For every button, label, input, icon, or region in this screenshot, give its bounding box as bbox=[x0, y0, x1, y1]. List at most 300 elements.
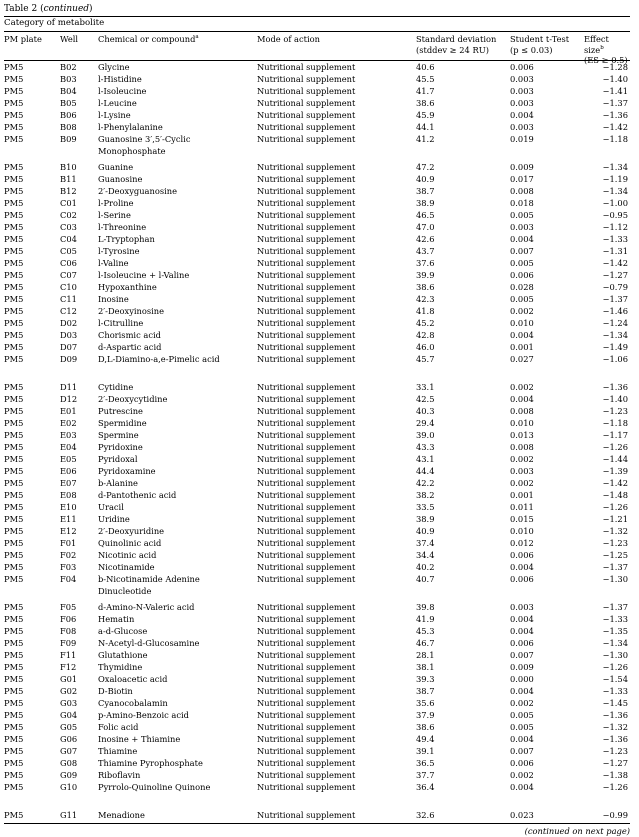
header-sd-line2: (stddev ≥ 24 RU) bbox=[416, 44, 489, 55]
table-row bbox=[4, 221, 630, 233]
cell-ttest: 0.017 bbox=[510, 174, 534, 184]
header-sd bbox=[416, 34, 496, 55]
table-row bbox=[4, 133, 630, 157]
cell-effect-size: −1.37 bbox=[602, 602, 628, 612]
cell-ttest: 0.004 bbox=[510, 562, 534, 572]
cell-plate: PM5 bbox=[4, 330, 24, 340]
cell-plate: PM5 bbox=[4, 746, 24, 756]
cell-mode: Nutritional supplement bbox=[257, 318, 356, 328]
cell-mode: Nutritional supplement bbox=[257, 758, 356, 768]
cell-well: E03 bbox=[60, 430, 77, 440]
cell-ttest: 0.008 bbox=[510, 442, 534, 452]
cell-chemical: Menadione bbox=[98, 810, 145, 820]
cell-plate: PM5 bbox=[4, 466, 24, 476]
cell-ttest: 0.003 bbox=[510, 74, 534, 84]
cell-plate: PM5 bbox=[4, 134, 24, 144]
cell-effect-size: −1.00 bbox=[602, 198, 628, 208]
cell-plate: PM5 bbox=[4, 406, 24, 416]
cell-ttest: 0.015 bbox=[510, 514, 534, 524]
cell-chemical: Folic acid bbox=[98, 722, 139, 732]
cell-effect-size: −1.32 bbox=[602, 526, 628, 536]
table-row bbox=[4, 625, 630, 637]
cell-stddev: 40.7 bbox=[416, 574, 435, 584]
cell-plate: PM5 bbox=[4, 550, 24, 560]
cell-effect-size: −0.95 bbox=[602, 210, 628, 220]
cell-mode: Nutritional supplement bbox=[257, 442, 356, 452]
cell-effect-size: −1.27 bbox=[602, 270, 628, 280]
table-row bbox=[4, 477, 630, 489]
caption-prefix: Table 2 ( bbox=[4, 4, 44, 14]
cell-plate: PM5 bbox=[4, 306, 24, 316]
cell-ttest: 0.007 bbox=[510, 650, 534, 660]
cell-ttest: 0.004 bbox=[510, 394, 534, 404]
cell-chemical: Guanosine bbox=[98, 174, 143, 184]
table-row bbox=[4, 489, 630, 501]
cell-stddev: 40.6 bbox=[416, 62, 435, 72]
cell-chemical: Nicotinic acid bbox=[98, 550, 157, 560]
cell-plate: PM5 bbox=[4, 574, 24, 584]
cell-chemical: l-Isoleucine + l-Valine bbox=[98, 270, 190, 280]
cell-mode: Nutritional supplement bbox=[257, 330, 356, 340]
cell-effect-size: −1.34 bbox=[602, 186, 628, 196]
cell-stddev: 38.7 bbox=[416, 186, 435, 196]
cell-chemical: Inosine + Thiamine bbox=[98, 734, 181, 744]
table-row bbox=[4, 721, 630, 733]
cell-stddev: 36.4 bbox=[416, 782, 435, 792]
cell-stddev: 38.6 bbox=[416, 722, 435, 732]
cell-effect-size: −1.18 bbox=[602, 134, 628, 144]
table-row bbox=[4, 637, 630, 649]
cell-stddev: 46.5 bbox=[416, 210, 435, 220]
cell-chemical: Guanosine 3′,5′-Cyclic Monophosphate bbox=[98, 134, 191, 156]
cell-stddev: 33.5 bbox=[416, 502, 435, 512]
cell-chemical: l-Valine bbox=[98, 258, 129, 268]
cell-plate: PM5 bbox=[4, 650, 24, 660]
cell-well: G04 bbox=[60, 710, 78, 720]
cell-plate: PM5 bbox=[4, 686, 24, 696]
cell-well: B03 bbox=[60, 74, 77, 84]
cell-plate: PM5 bbox=[4, 122, 24, 132]
cell-ttest: 0.006 bbox=[510, 758, 534, 768]
cell-effect-size: −1.28 bbox=[602, 62, 628, 72]
cell-mode: Nutritional supplement bbox=[257, 98, 356, 108]
cell-well: F06 bbox=[60, 614, 77, 624]
table-row bbox=[4, 197, 630, 209]
cell-well: B12 bbox=[60, 186, 77, 196]
cell-well: E07 bbox=[60, 478, 77, 488]
cell-mode: Nutritional supplement bbox=[257, 686, 356, 696]
cell-mode: Nutritional supplement bbox=[257, 454, 356, 464]
cell-ttest: 0.007 bbox=[510, 746, 534, 756]
cell-stddev: 43.1 bbox=[416, 454, 435, 464]
cell-chemical: Nicotinamide bbox=[98, 562, 155, 572]
cell-well: G02 bbox=[60, 686, 78, 696]
cell-well: C01 bbox=[60, 198, 77, 208]
cell-mode: Nutritional supplement bbox=[257, 602, 356, 612]
table-row bbox=[4, 573, 630, 597]
cell-effect-size: −1.48 bbox=[602, 490, 628, 500]
table-row bbox=[4, 293, 630, 305]
cell-stddev: 47.2 bbox=[416, 162, 435, 172]
cell-chemical: Guanine bbox=[98, 162, 134, 172]
cell-mode: Nutritional supplement bbox=[257, 562, 356, 572]
cell-chemical: Glutathione bbox=[98, 650, 148, 660]
cell-stddev: 42.8 bbox=[416, 330, 435, 340]
cell-well: F12 bbox=[60, 662, 77, 672]
cell-stddev: 40.9 bbox=[416, 526, 435, 536]
cell-effect-size: −1.37 bbox=[602, 294, 628, 304]
cell-effect-size: −1.25 bbox=[602, 550, 628, 560]
cell-stddev: 43.3 bbox=[416, 442, 435, 452]
cell-chemical: Putrescine bbox=[98, 406, 143, 416]
cell-stddev: 38.1 bbox=[416, 662, 435, 672]
table-row bbox=[4, 549, 630, 561]
cell-plate: PM5 bbox=[4, 734, 24, 744]
cell-chemical: D,L-Diamino-a,e-Pimelic acid bbox=[98, 354, 220, 364]
cell-well: F11 bbox=[60, 650, 77, 660]
cell-mode: Nutritional supplement bbox=[257, 710, 356, 720]
cell-effect-size: −1.40 bbox=[602, 394, 628, 404]
cell-stddev: 39.3 bbox=[416, 674, 435, 684]
cell-stddev: 36.5 bbox=[416, 758, 435, 768]
table-row bbox=[4, 745, 630, 757]
cell-mode: Nutritional supplement bbox=[257, 174, 356, 184]
cell-well: C11 bbox=[60, 294, 77, 304]
cell-ttest: 0.010 bbox=[510, 418, 534, 428]
cell-effect-size: −1.45 bbox=[602, 698, 628, 708]
table-row bbox=[4, 341, 630, 353]
cell-chemical: l-Threonine bbox=[98, 222, 147, 232]
cell-chemical: Thymidine bbox=[98, 662, 143, 672]
cell-chemical: Thiamine Pyrophosphate bbox=[98, 758, 203, 768]
cell-stddev: 42.5 bbox=[416, 394, 435, 404]
cell-mode: Nutritional supplement bbox=[257, 210, 356, 220]
table-page bbox=[4, 3, 630, 837]
cell-mode: Nutritional supplement bbox=[257, 698, 356, 708]
cell-plate: PM5 bbox=[4, 62, 24, 72]
cell-stddev: 38.2 bbox=[416, 490, 435, 500]
cell-stddev: 35.6 bbox=[416, 698, 435, 708]
table-caption bbox=[4, 3, 630, 16]
cell-effect-size: −1.21 bbox=[602, 514, 628, 524]
cell-plate: PM5 bbox=[4, 294, 24, 304]
cell-plate: PM5 bbox=[4, 454, 24, 464]
header-chemical bbox=[98, 34, 199, 45]
table-row bbox=[4, 329, 630, 341]
cell-chemical: Chorismic acid bbox=[98, 330, 161, 340]
header-es-footnote: b bbox=[600, 44, 604, 51]
cell-mode: Nutritional supplement bbox=[257, 638, 356, 648]
cell-ttest: 0.005 bbox=[510, 210, 534, 220]
cell-effect-size: −1.32 bbox=[602, 722, 628, 732]
table-row bbox=[4, 685, 630, 697]
cell-effect-size: −1.31 bbox=[602, 246, 628, 256]
cell-effect-size: −1.24 bbox=[602, 318, 628, 328]
cell-effect-size: −1.18 bbox=[602, 418, 628, 428]
cell-well: C07 bbox=[60, 270, 77, 280]
cell-stddev: 46.0 bbox=[416, 342, 435, 352]
table-row bbox=[4, 697, 630, 709]
cell-chemical: l-Citrulline bbox=[98, 318, 144, 328]
cell-well: B11 bbox=[60, 174, 77, 184]
cell-well: C06 bbox=[60, 258, 77, 268]
cell-ttest: 0.004 bbox=[510, 330, 534, 340]
cell-plate: PM5 bbox=[4, 810, 24, 820]
cell-well: F08 bbox=[60, 626, 77, 636]
cell-well: G09 bbox=[60, 770, 78, 780]
cell-effect-size: −1.30 bbox=[602, 650, 628, 660]
table-row bbox=[4, 513, 630, 525]
header-ttest bbox=[510, 34, 569, 55]
cell-effect-size: −1.35 bbox=[602, 626, 628, 636]
table-row bbox=[4, 561, 630, 573]
cell-well: E11 bbox=[60, 514, 77, 524]
cell-chemical: 2′-Deoxyinosine bbox=[98, 306, 165, 316]
cell-ttest: 0.004 bbox=[510, 782, 534, 792]
cell-well: E12 bbox=[60, 526, 77, 536]
cell-mode: Nutritional supplement bbox=[257, 430, 356, 440]
cell-effect-size: −1.26 bbox=[602, 782, 628, 792]
cell-chemical: l-Proline bbox=[98, 198, 134, 208]
cell-chemical: Glycine bbox=[98, 62, 130, 72]
cell-stddev: 38.6 bbox=[416, 282, 435, 292]
cell-ttest: 0.001 bbox=[510, 342, 534, 352]
cell-plate: PM5 bbox=[4, 270, 24, 280]
table-row bbox=[4, 601, 630, 613]
cell-effect-size: −1.27 bbox=[602, 758, 628, 768]
cell-ttest: 0.003 bbox=[510, 602, 534, 612]
header-es-line1: Effect size bbox=[584, 34, 609, 55]
cell-ttest: 0.005 bbox=[510, 722, 534, 732]
cell-well: E05 bbox=[60, 454, 77, 464]
table-row bbox=[4, 209, 630, 221]
cell-chemical: l-Leucine bbox=[98, 98, 137, 108]
cell-well: E06 bbox=[60, 466, 77, 476]
table-row bbox=[4, 709, 630, 721]
cell-well: C12 bbox=[60, 306, 77, 316]
cell-stddev: 38.7 bbox=[416, 686, 435, 696]
cell-effect-size: −1.33 bbox=[602, 686, 628, 696]
table-row bbox=[4, 661, 630, 673]
cell-ttest: 0.003 bbox=[510, 466, 534, 476]
cell-chemical: d-Pantothenic acid bbox=[98, 490, 177, 500]
cell-mode: Nutritional supplement bbox=[257, 734, 356, 744]
cell-chemical: l-Lysine bbox=[98, 110, 131, 120]
cell-well: F03 bbox=[60, 562, 77, 572]
cell-mode: Nutritional supplement bbox=[257, 662, 356, 672]
cell-plate: PM5 bbox=[4, 246, 24, 256]
cell-well: F01 bbox=[60, 538, 77, 548]
cell-mode: Nutritional supplement bbox=[257, 110, 356, 120]
cell-effect-size: −1.44 bbox=[602, 454, 628, 464]
cell-effect-size: −1.42 bbox=[602, 122, 628, 132]
cell-plate: PM5 bbox=[4, 514, 24, 524]
cell-well: C05 bbox=[60, 246, 77, 256]
cell-well: C02 bbox=[60, 210, 77, 220]
table-row bbox=[4, 453, 630, 465]
cell-stddev: 38.6 bbox=[416, 98, 435, 108]
table-row bbox=[4, 61, 630, 73]
cell-plate: PM5 bbox=[4, 710, 24, 720]
continued-note: (continued on next page) bbox=[4, 823, 630, 837]
cell-ttest: 0.002 bbox=[510, 770, 534, 780]
cell-stddev: 44.4 bbox=[416, 466, 435, 476]
cell-well: D02 bbox=[60, 318, 78, 328]
cell-stddev: 42.3 bbox=[416, 294, 435, 304]
cell-stddev: 41.2 bbox=[416, 134, 435, 144]
cell-chemical: a-d-Glucose bbox=[98, 626, 148, 636]
cell-well: E04 bbox=[60, 442, 77, 452]
cell-stddev: 39.1 bbox=[416, 746, 435, 756]
cell-chemical: Hematin bbox=[98, 614, 135, 624]
header-t-line1: Student t-Test bbox=[510, 34, 570, 44]
header-chemical-label: Chemical or compound bbox=[98, 34, 196, 44]
cell-mode: Nutritional supplement bbox=[257, 198, 356, 208]
cell-well: G01 bbox=[60, 674, 78, 684]
cell-ttest: 0.003 bbox=[510, 222, 534, 232]
cell-plate: PM5 bbox=[4, 638, 24, 648]
cell-effect-size: −1.06 bbox=[602, 354, 628, 364]
caption-continued: continued bbox=[43, 4, 90, 14]
cell-stddev: 44.1 bbox=[416, 122, 435, 132]
cell-effect-size: −1.36 bbox=[602, 710, 628, 720]
cell-chemical: Quinolinic acid bbox=[98, 538, 162, 548]
table-row bbox=[4, 429, 630, 441]
cell-effect-size: −1.36 bbox=[602, 734, 628, 744]
cell-mode: Nutritional supplement bbox=[257, 502, 356, 512]
cell-ttest: 0.006 bbox=[510, 574, 534, 584]
cell-mode: Nutritional supplement bbox=[257, 466, 356, 476]
table-row bbox=[4, 97, 630, 109]
cell-mode: Nutritional supplement bbox=[257, 246, 356, 256]
cell-stddev: 37.6 bbox=[416, 258, 435, 268]
cell-plate: PM5 bbox=[4, 210, 24, 220]
cell-effect-size: −1.33 bbox=[602, 234, 628, 244]
cell-plate: PM5 bbox=[4, 614, 24, 624]
cell-effect-size: −1.39 bbox=[602, 466, 628, 476]
cell-effect-size: −1.36 bbox=[602, 110, 628, 120]
cell-ttest: 0.002 bbox=[510, 306, 534, 316]
table-row bbox=[4, 317, 630, 329]
cell-plate: PM5 bbox=[4, 318, 24, 328]
table-row bbox=[4, 161, 630, 173]
cell-chemical: l-Tyrosine bbox=[98, 246, 140, 256]
cell-plate: PM5 bbox=[4, 502, 24, 512]
cell-ttest: 0.004 bbox=[510, 686, 534, 696]
header-t-line2: (p ≤ 0.03) bbox=[510, 44, 553, 55]
cell-chemical: D-Biotin bbox=[98, 686, 133, 696]
cell-effect-size: −1.42 bbox=[602, 478, 628, 488]
cell-effect-size: −1.49 bbox=[602, 342, 628, 352]
cell-ttest: 0.001 bbox=[510, 490, 534, 500]
cell-plate: PM5 bbox=[4, 162, 24, 172]
cell-plate: PM5 bbox=[4, 662, 24, 672]
cell-stddev: 39.8 bbox=[416, 602, 435, 612]
cell-plate: PM5 bbox=[4, 674, 24, 684]
cell-effect-size: −1.19 bbox=[602, 174, 628, 184]
cell-ttest: 0.008 bbox=[510, 406, 534, 416]
cell-chemical: Spermidine bbox=[98, 418, 147, 428]
cell-stddev: 45.2 bbox=[416, 318, 435, 328]
cell-stddev: 43.7 bbox=[416, 246, 435, 256]
cell-chemical: b-Alanine bbox=[98, 478, 138, 488]
cell-plate: PM5 bbox=[4, 354, 24, 364]
table-row bbox=[4, 405, 630, 417]
cell-ttest: 0.019 bbox=[510, 134, 534, 144]
cell-mode: Nutritional supplement bbox=[257, 186, 356, 196]
table-row bbox=[4, 809, 630, 821]
cell-chemical: l-Phenylalanine bbox=[98, 122, 163, 132]
table-row bbox=[4, 537, 630, 549]
header-plate: PM plate bbox=[4, 34, 42, 44]
cell-mode: Nutritional supplement bbox=[257, 478, 356, 488]
cell-well: G11 bbox=[60, 810, 78, 820]
cell-stddev: 39.9 bbox=[416, 270, 435, 280]
cell-chemical: p-Amino-Benzoic acid bbox=[98, 710, 189, 720]
cell-stddev: 32.6 bbox=[416, 810, 435, 820]
cell-chemical: Thiamine bbox=[98, 746, 138, 756]
cell-well: C04 bbox=[60, 234, 77, 244]
cell-chemical: Hypoxanthine bbox=[98, 282, 157, 292]
cell-plate: PM5 bbox=[4, 602, 24, 612]
cell-effect-size: −1.38 bbox=[602, 770, 628, 780]
cell-plate: PM5 bbox=[4, 258, 24, 268]
cell-stddev: 37.9 bbox=[416, 710, 435, 720]
cell-plate: PM5 bbox=[4, 282, 24, 292]
cell-mode: Nutritional supplement bbox=[257, 74, 356, 84]
cell-ttest: 0.004 bbox=[510, 734, 534, 744]
cell-chemical: 2′-Deoxycytidine bbox=[98, 394, 168, 404]
cell-ttest: 0.002 bbox=[510, 478, 534, 488]
cell-effect-size: −1.17 bbox=[602, 430, 628, 440]
cell-chemical: Riboflavin bbox=[98, 770, 141, 780]
cell-plate: PM5 bbox=[4, 342, 24, 352]
table-row bbox=[4, 417, 630, 429]
cell-ttest: 0.005 bbox=[510, 258, 534, 268]
cell-plate: PM5 bbox=[4, 198, 24, 208]
cell-mode: Nutritional supplement bbox=[257, 782, 356, 792]
cell-stddev: 38.9 bbox=[416, 198, 435, 208]
cell-chemical: L-Tryptophan bbox=[98, 234, 155, 244]
cell-chemical: Oxaloacetic acid bbox=[98, 674, 168, 684]
cell-well: B02 bbox=[60, 62, 77, 72]
cell-well: G08 bbox=[60, 758, 78, 768]
table-row bbox=[4, 185, 630, 197]
cell-chemical: Cytidine bbox=[98, 382, 134, 392]
cell-chemical: l-Histidine bbox=[98, 74, 142, 84]
cell-effect-size: −1.54 bbox=[602, 674, 628, 684]
cell-mode: Nutritional supplement bbox=[257, 538, 356, 548]
cell-plate: PM5 bbox=[4, 538, 24, 548]
cell-chemical: 2′-Deoxyguanosine bbox=[98, 186, 177, 196]
cell-well: D12 bbox=[60, 394, 78, 404]
cell-stddev: 45.5 bbox=[416, 74, 435, 84]
table-row bbox=[4, 613, 630, 625]
cell-mode: Nutritional supplement bbox=[257, 514, 356, 524]
cell-stddev: 41.9 bbox=[416, 614, 435, 624]
cell-well: D07 bbox=[60, 342, 78, 352]
cell-mode: Nutritional supplement bbox=[257, 258, 356, 268]
cell-effect-size: −1.12 bbox=[602, 222, 628, 232]
cell-stddev: 37.7 bbox=[416, 770, 435, 780]
cell-chemical: l-Serine bbox=[98, 210, 131, 220]
cell-effect-size: −1.41 bbox=[602, 86, 628, 96]
table-row bbox=[4, 305, 630, 317]
cell-stddev: 40.9 bbox=[416, 174, 435, 184]
cell-chemical: N-Acetyl-d-Glucosamine bbox=[98, 638, 200, 648]
cell-well: D11 bbox=[60, 382, 78, 392]
cell-well: B04 bbox=[60, 86, 77, 96]
